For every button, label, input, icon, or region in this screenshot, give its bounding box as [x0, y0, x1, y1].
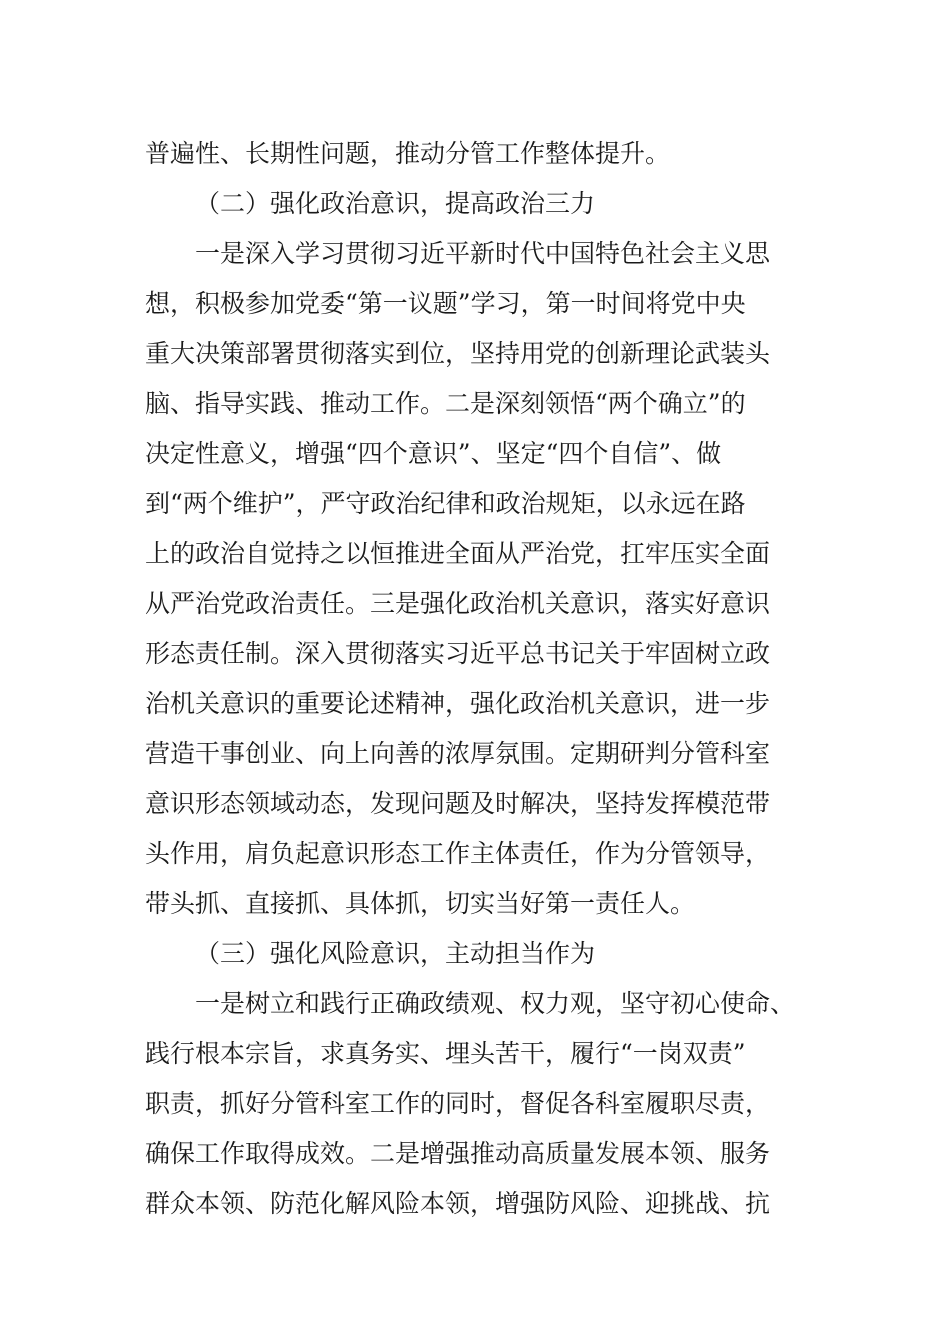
paragraph-line: 从严治党政治责任。三是强化政治机关意识，落实好意识	[145, 589, 771, 618]
section-heading-3: （三）强化风险意识，主动担当作为	[195, 939, 596, 968]
paragraph-line: 一是深入学习贯彻习近平新时代中国特色社会主义思	[195, 239, 771, 268]
paragraph-line: 群众本领、防范化解风险本领，增强防风险、迎挑战、抗	[145, 1189, 771, 1218]
paragraph-line: 治机关意识的重要论述精神，强化政治机关意识，进一步	[145, 689, 771, 718]
paragraph-line: 形态责任制。深入贯彻落实习近平总书记关于牢固树立政	[145, 639, 771, 668]
paragraph-line: 决定性意义，增强“四个意识”、坚定“四个自信”、做	[145, 439, 722, 468]
paragraph-line: 意识形态领域动态，发现问题及时解决，坚持发挥模范带	[145, 789, 771, 818]
paragraph-line: 一是树立和践行正确政绩观、权力观，坚守初心使命、	[195, 989, 796, 1018]
section-heading-2: （二）强化政治意识，提高政治三力	[195, 189, 596, 218]
paragraph-line: 带头抓、直接抓、具体抓，切实当好第一责任人。	[145, 889, 696, 918]
paragraph-line: 重大决策部署贯彻落实到位，坚持用党的创新理论武装头	[145, 339, 771, 368]
paragraph-line: 职责，抓好分管科室工作的同时，督促各科室履职尽责，	[145, 1089, 771, 1118]
paragraph-line: 确保工作取得成效。二是增强推动高质量发展本领、服务	[145, 1139, 771, 1168]
paragraph-line: 脑、指导实践、推动工作。二是深刻领悟“两个确立”的	[145, 389, 746, 418]
paragraph-line: 想，积极参加党委“第一议题”学习，第一时间将党中央	[145, 289, 746, 318]
paragraph-line: 上的政治自觉持之以恒推进全面从严治党，扛牢压实全面	[145, 539, 771, 568]
paragraph-line: 营造干事创业、向上向善的浓厚氛围。定期研判分管科室	[145, 739, 771, 768]
paragraph-line: 践行根本宗旨，求真务实、埋头苦干，履行“一岗双责”	[145, 1039, 746, 1068]
paragraph-line: 头作用，肩负起意识形态工作主体责任，作为分管领导，	[145, 839, 771, 868]
paragraph-line: 到“两个维护”，严守政治纪律和政治规矩，以永远在路	[145, 489, 746, 518]
paragraph-line: 普遍性、长期性问题，推动分管工作整体提升。	[145, 139, 671, 168]
